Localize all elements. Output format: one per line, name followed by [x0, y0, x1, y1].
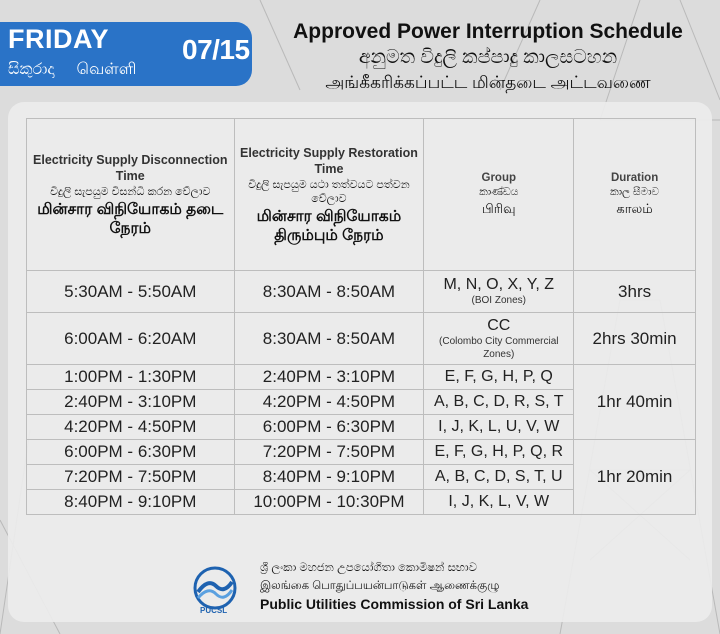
disconnection-time: 2:40PM - 3:10PM	[27, 390, 235, 415]
group-letters: M, N, O, X, Y, Z	[443, 276, 555, 293]
restoration-time: 6:00PM - 6:30PM	[234, 415, 424, 440]
day-local-names	[8, 60, 158, 80]
restoration-time: 8:40PM - 9:10PM	[234, 465, 424, 490]
restoration-time: 7:20PM - 7:50PM	[234, 440, 424, 465]
title-block	[270, 20, 706, 95]
group-note: (Colombo City Commercial Zones)	[439, 335, 559, 360]
group-letters: CC	[487, 316, 511, 334]
table-header-row	[27, 119, 696, 271]
group-cell	[424, 313, 574, 365]
org-name-english: Public Utilities Commission of Sri Lanka	[260, 596, 529, 612]
org-name-tamil: இலங்கை பொதுப்பயன்பாடுகள் ஆணைக்குழு	[260, 580, 500, 592]
restoration-time: 2:40PM - 3:10PM	[234, 365, 424, 390]
group-letters: I, J, K, L, U, V, W	[424, 415, 574, 440]
restoration-time: 8:30AM - 8:50AM	[234, 271, 424, 313]
header-disconnection-time: Electricity Supply Disconnection Time විදුලි සැපයුම විසන්ධි කරන වේලාව மின்சார விநியோகம் தடை நேரம்	[27, 119, 235, 271]
duration: 3hrs	[574, 271, 696, 313]
day-sinhala: සිකුරාදා	[8, 61, 55, 78]
header-restoration-time: Electricity Supply Restoration Time විදුලි සැපයුම යථා තත්වයට පත්වන වේලාව மின்சார விநியோகம் திரும்பும் நேரம்	[234, 119, 424, 271]
group-note: (BOI Zones)	[471, 295, 526, 306]
group-letters: A, B, C, D, R, S, T	[424, 390, 574, 415]
group-letters: A, B, C, D, S, T, U	[424, 465, 574, 490]
disconnection-time: 5:30AM - 5:50AM	[27, 271, 235, 313]
table-row	[27, 365, 696, 390]
schedule-date: 07/15	[182, 34, 250, 65]
group-letters: I, J, K, L, V, W	[424, 490, 574, 515]
table-row	[27, 440, 696, 465]
title-sinhala: අනුමත විදුලි කප්පාදු කාලසටහන	[358, 47, 618, 68]
day-badge	[0, 22, 252, 86]
group-letters: E, F, G, H, P, Q	[424, 365, 574, 390]
disconnection-time: 8:40PM - 9:10PM	[27, 490, 235, 515]
header-duration: Duration කාල සීමාව காலம்	[574, 119, 696, 271]
title-english: Approved Power Interruption Schedule	[293, 20, 683, 43]
header-group: Group කාණ්ඩය பிரிவு	[424, 119, 574, 271]
table-row	[27, 313, 696, 365]
disconnection-time: 6:00AM - 6:20AM	[27, 313, 235, 365]
group-letters: E, F, G, H, P, Q, R	[424, 440, 574, 465]
duration: 1hr 20min	[574, 440, 696, 515]
disconnection-time: 1:00PM - 1:30PM	[27, 365, 235, 390]
disconnection-time: 6:00PM - 6:30PM	[27, 440, 235, 465]
restoration-time: 8:30AM - 8:50AM	[234, 313, 424, 365]
restoration-time: 10:00PM - 10:30PM	[234, 490, 424, 515]
restoration-time: 4:20PM - 4:50PM	[234, 390, 424, 415]
table-row	[27, 271, 696, 313]
schedule-table	[26, 118, 696, 515]
duration: 2hrs 30min	[574, 313, 696, 365]
logo-label: PUCSL	[200, 606, 228, 615]
title-tamil: அங்கீகரிக்கப்பட்ட மின்தடை அட்டவணை	[325, 73, 651, 92]
org-name-sinhala: ශ්‍රී ලංකා මහජන උපයෝගිතා කොමිෂන් සභාව	[260, 562, 477, 574]
group-cell	[424, 271, 574, 313]
disconnection-time: 4:20PM - 4:50PM	[27, 415, 235, 440]
disconnection-time: 7:20PM - 7:50PM	[27, 465, 235, 490]
footer	[180, 558, 560, 618]
day-english: FRIDAY	[8, 24, 110, 54]
duration: 1hr 40min	[574, 365, 696, 440]
day-tamil: வெள்ளி	[76, 61, 137, 78]
